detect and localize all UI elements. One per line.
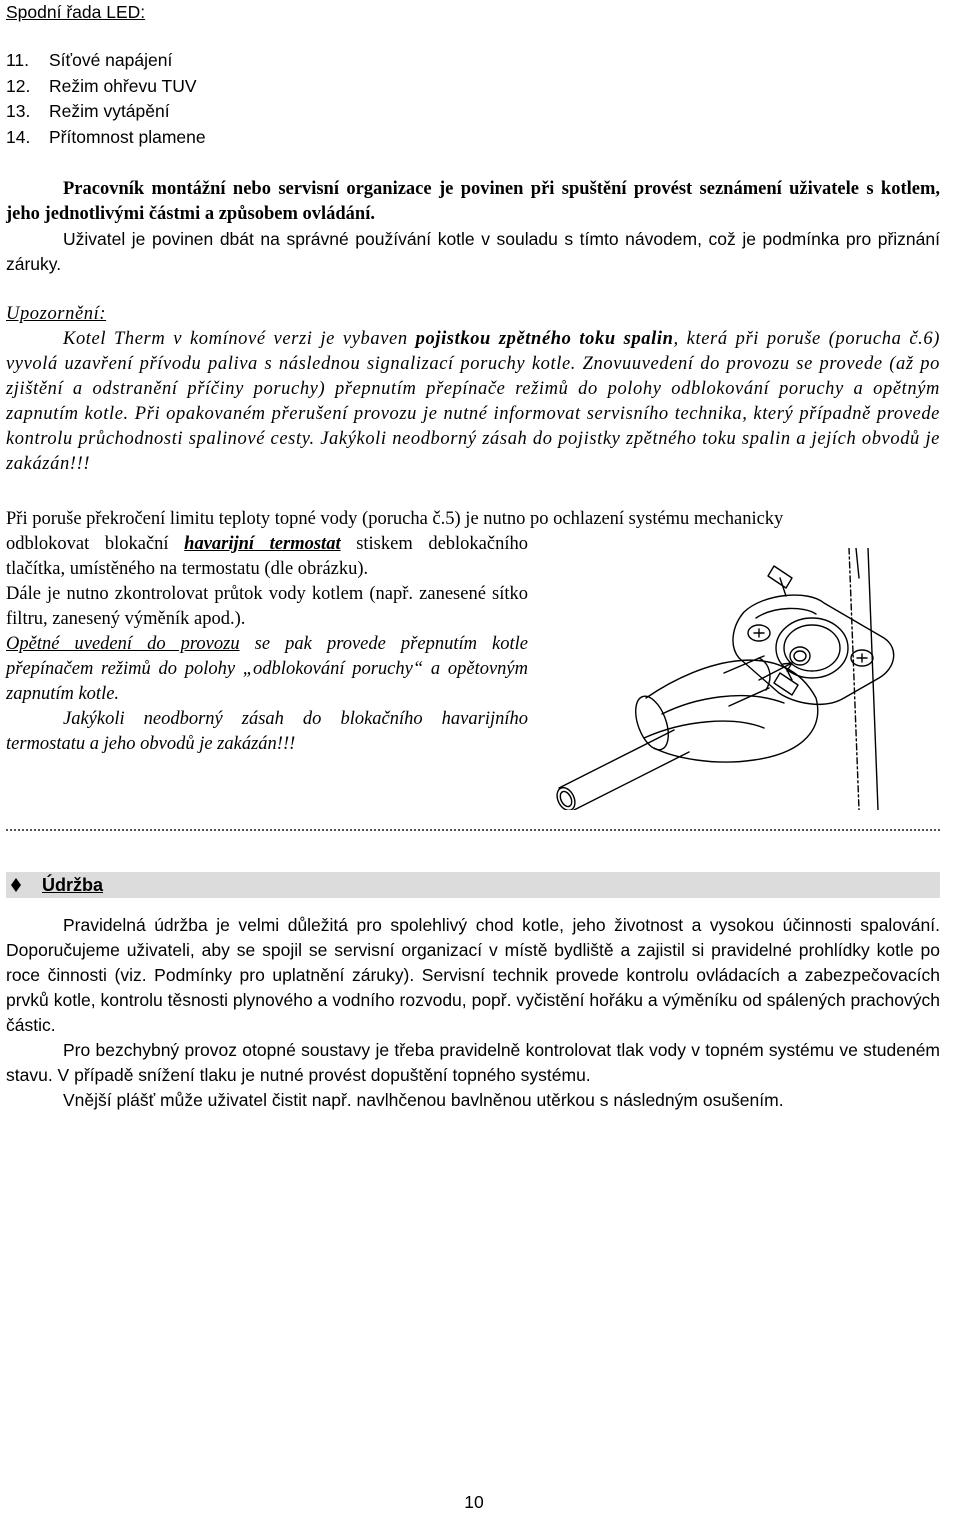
overheat-reset-paragraph: [6, 532, 528, 582]
warning-text-start: Kotel Therm v komínové verzi je vybaven: [63, 329, 416, 349]
list-item-label: Režim vytápění: [49, 101, 170, 121]
maintenance-heading: Údržba: [42, 875, 104, 895]
installer-notice: Pracovník montážní nebo servisní organizace je povinen při spuštění provést seznámení uživatele s kotlem, jeho jednotlivými částmi a způsobem ovládání.: [6, 179, 940, 224]
list-item: [6, 48, 206, 74]
restart-paragraph: [6, 632, 528, 707]
list-item-label: Síťové napájení: [49, 50, 173, 70]
pressure-check-paragraph: Pro bezchybný provoz otopné soustavy je třeba pravidelně kontrolovat tlak vody v topném systému ve studeném stavu. V případě snížení tlaku je nutné provést dopuštění topného systému.: [6, 1040, 940, 1085]
user-duty-paragraph: Uživatel je povinen dbát na správné používání kotle v souladu s tímto návodem, což je podmínka pro přiznání záruky.: [6, 229, 940, 274]
list-item-number: 11.: [6, 50, 30, 70]
list-item-label: Režim ohřevu TUV: [49, 75, 197, 96]
overheat-section: [6, 532, 528, 757]
emergency-thermostat-term: havarijní termostat: [184, 534, 341, 554]
flue-safety-device-term: pojistkou zpětného toku spalin: [415, 329, 674, 349]
overheat-reset-text-rest: stiskem deblokačního tlačítka, umístěného na termostatu (dle obrázku).: [6, 534, 528, 579]
warning-text-rest: , která při poruše (porucha č.6) vyvolá uzavření přívodu paliva s následnou signalizací poruchy kotle. Znovuuvedení do provozu se provede (až po zjištění a odstranění příčiny poruchy) přepnutím přepínače režimů do polohy odblokování poruchy a opětným zapnutím kotle. Při opakovaném přerušení provozu je nutné informovat servisního technika, který případně provede kontrolu průchodnosti spalinové cesty. Jakýkoli neodborný zásah do pojistky zpětného toku spalin a jejích obvodů je zakázán!!!: [6, 329, 940, 474]
section-divider: [6, 829, 940, 831]
diamond-bullet-icon: [11, 878, 21, 892]
cleaning-paragraph: Vnější plášť může uživatel čistit např. navlhčenou bavlněnou utěrkou s následným osušením.: [63, 1090, 784, 1110]
emergency-thermostat-illustration: [554, 548, 909, 810]
warning-paragraph: [6, 327, 940, 477]
thermostat-tamper-warning: Jakýkoli neodborný zásah do blokačního havarijního termostatu a jeho obvodů je zakázán!!!: [6, 709, 528, 754]
maintenance-section: [6, 913, 940, 1113]
flow-check-paragraph: Dále je nutno zkontrolovat průtok vody kotlem (např. zanesené sítko filtru, zanesený výměník apod.).: [6, 584, 528, 629]
list-item: [6, 74, 206, 100]
restart-text: se pak provede přepnutím kotle přepínačem režimů do polohy „odblokování poruchy“ a opětovným zapnutím kotle.: [6, 634, 528, 704]
list-item-number: 13.: [6, 101, 31, 121]
overheat-first-line: Při poruše překročení limitu teploty topné vody (porucha č.5) je nutno po ochlazení systému mechanicky: [6, 509, 784, 529]
warning-heading: Upozornění:: [6, 304, 107, 324]
list-item: [6, 99, 206, 125]
overheat-reset-text: odblokovat blokační: [6, 534, 185, 554]
intro-section: [6, 177, 940, 277]
led-section-heading: Spodní řada LED:: [6, 2, 146, 22]
list-item: [6, 125, 206, 151]
maintenance-heading-bar: [6, 872, 940, 898]
led-list: [6, 48, 206, 150]
warning-section: [6, 302, 940, 477]
list-item-number: 12.: [6, 75, 31, 96]
restart-heading: Opětné uvedení do provozu: [6, 634, 240, 654]
list-item-label: Přítomnost plamene: [49, 126, 206, 147]
list-item-number: 14.: [6, 126, 31, 147]
page-number: 10: [464, 1492, 484, 1512]
maintenance-paragraph: Pravidelná údržba je velmi důležitá pro spolehlivý chod kotle, jeho životnost a vysokou účinnosti spalování. Doporučujeme uživateli, aby se spojil se servisní organizací v místě bydliště a zajistil si pravidelné prohlídky kotle po roce činnosti (viz. Podmínky pro uplatnění záruky). Servisní technik provede kontrolu ovládacích a zabezpečovacích prvků kotle, kontrolu těsnosti plynového a vodního rozvodu, popř. vyčistění hořáku a výměníku od spálených prachových částic.: [6, 915, 940, 1035]
